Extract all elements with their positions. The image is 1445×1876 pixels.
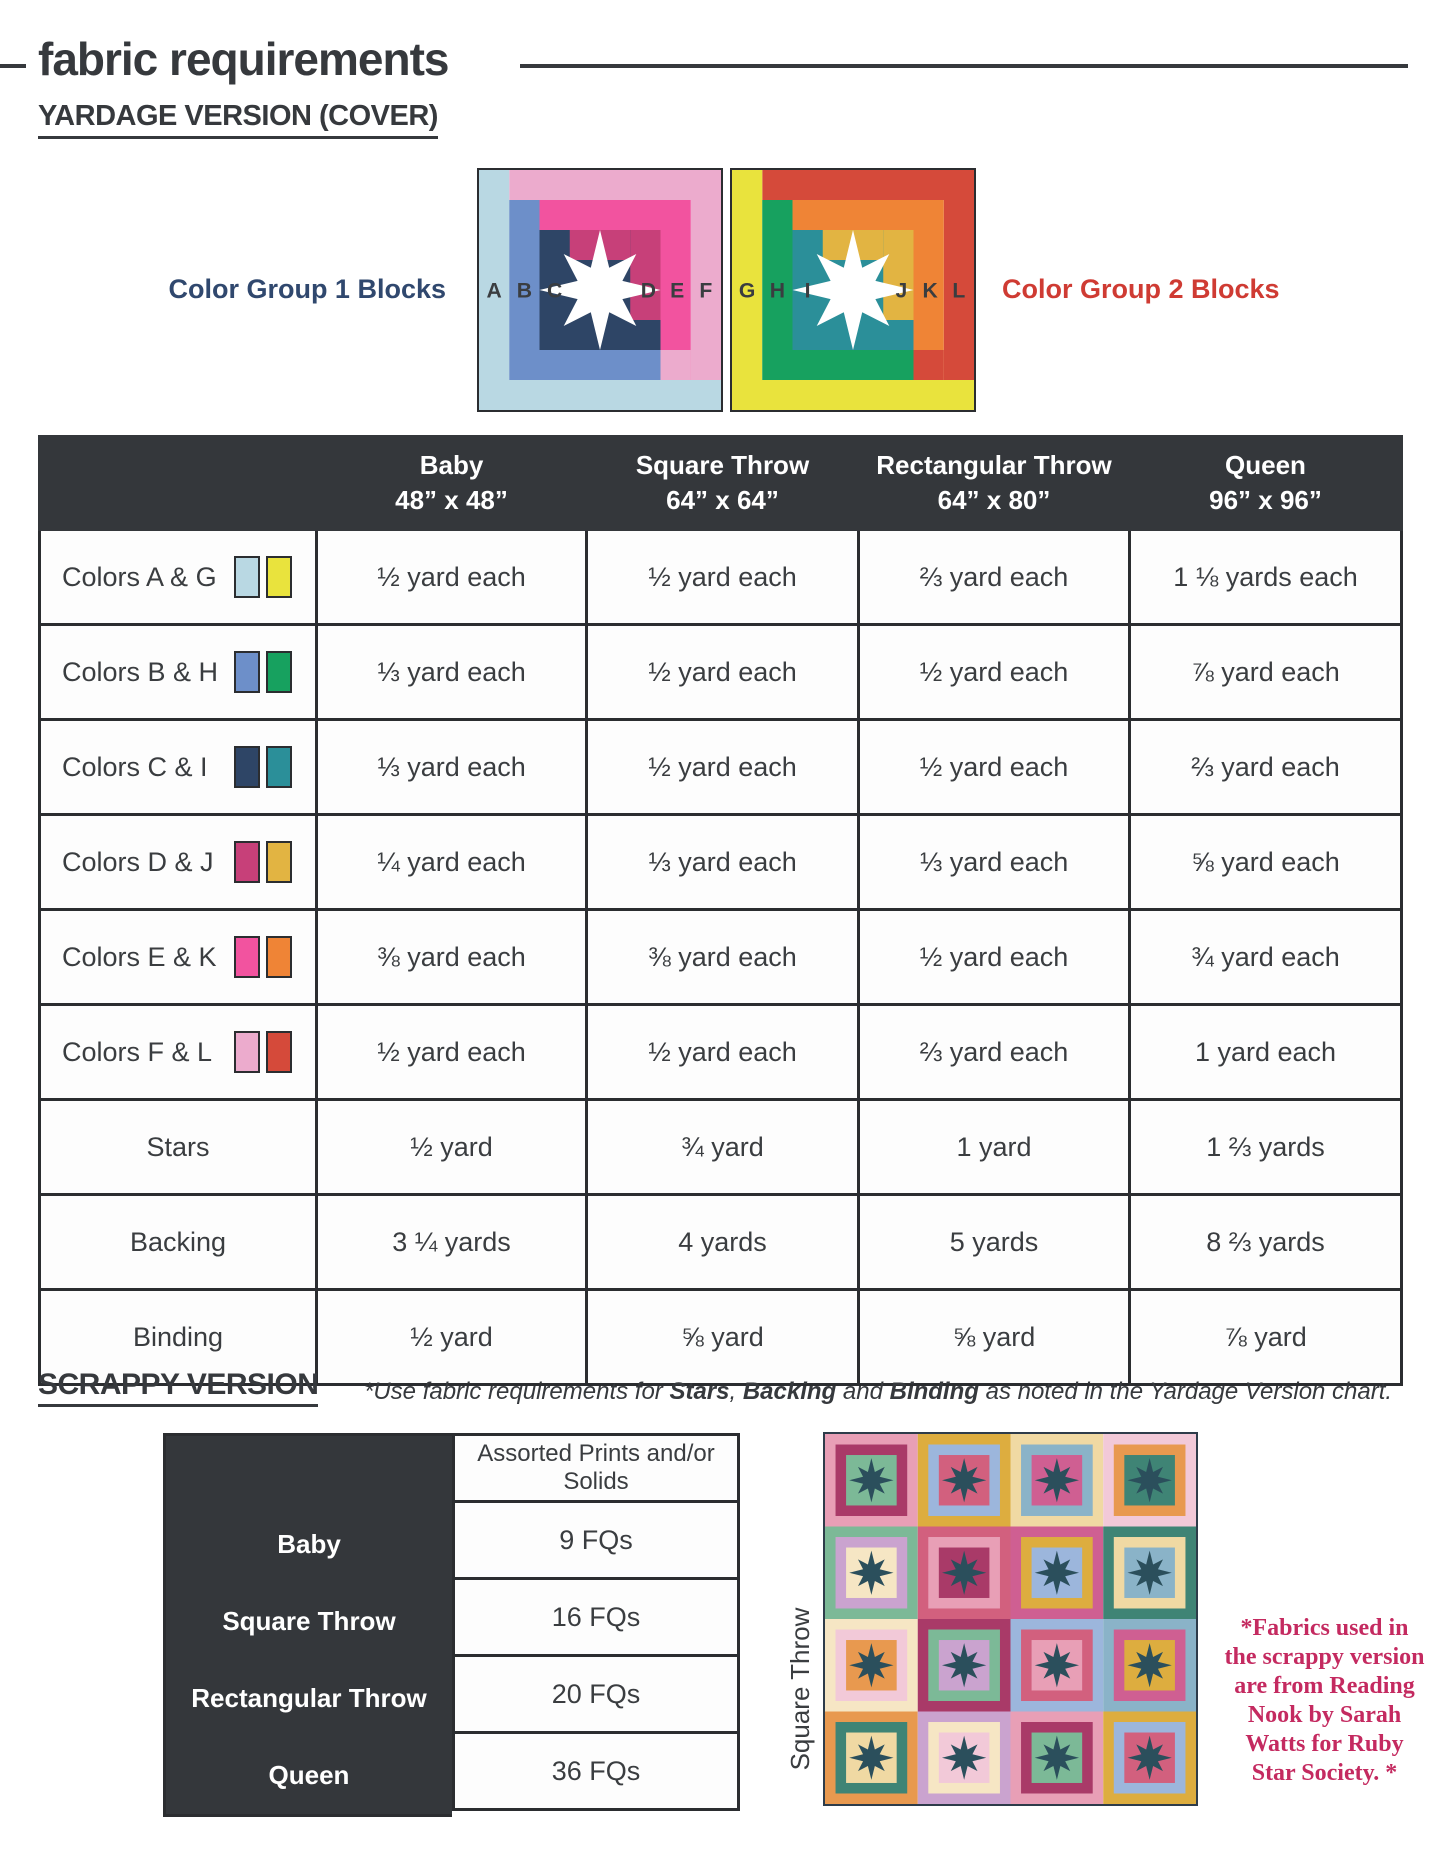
row-label: Colors C & I: [62, 751, 208, 782]
scrappy-size-label: Square Throw: [222, 1606, 396, 1636]
block-log-strip: [540, 200, 691, 230]
yardage-row: [40, 815, 1402, 910]
fabric-letter-label: H: [769, 279, 786, 303]
color-swatch: [266, 936, 292, 978]
column-size-name: Square Throw: [635, 450, 810, 480]
note-segment: Binding: [889, 1378, 979, 1405]
quilt-caption-square-throw: Square Throw: [785, 1607, 815, 1771]
scrappy-table-label-column: [163, 1433, 452, 1817]
yardage-row: [40, 720, 1402, 815]
block-log-strip: [479, 170, 509, 380]
color-swatch: [266, 556, 292, 598]
row-label-cell: [40, 720, 317, 815]
quilt-block: [918, 1619, 1011, 1712]
yardage-value-cell: ½ yard each: [587, 720, 859, 815]
quilt-block: [1011, 1619, 1104, 1712]
yardage-row: [40, 1100, 1402, 1195]
row-label: Colors E & K: [62, 941, 217, 972]
page-title: fabric requirements: [38, 33, 449, 85]
yardage-column-header: [859, 437, 1130, 530]
yardage-value-cell: ½ yard: [317, 1290, 587, 1385]
quilt-block: [1103, 1619, 1196, 1712]
row-label-cell: [40, 1100, 317, 1195]
yardage-value-cell: ½ yard each: [317, 530, 587, 625]
row-label: Colors F & L: [62, 1036, 213, 1067]
yardage-row: [40, 625, 1402, 720]
column-dimensions: 64” x 80”: [937, 485, 1051, 515]
scrappy-size-label: Queen: [268, 1760, 350, 1790]
yardage-value-cell: ⅔ yard each: [859, 1005, 1130, 1100]
row-label: Colors B & H: [62, 656, 219, 687]
column-dimensions: 64” x 64”: [666, 485, 779, 515]
yardage-value-cell: 1 yard: [859, 1100, 1130, 1195]
fabric-letter-label: J: [895, 279, 908, 303]
block-log-strip: [762, 200, 792, 350]
scrappy-fq-value: 9 FQs: [452, 1503, 740, 1580]
row-label-cell: [40, 625, 317, 720]
swatch-group: [234, 746, 314, 788]
note-segment: ,: [729, 1378, 743, 1405]
credit-line: are from Reading: [1234, 1673, 1415, 1699]
scrappy-version-note: [364, 1378, 1404, 1406]
yardage-value-cell: ½ yard each: [587, 1005, 859, 1100]
yardage-value-cell: ¼ yard each: [317, 815, 587, 910]
yardage-value-cell: ½ yard each: [587, 530, 859, 625]
yardage-value-cell: 1 yard each: [1130, 1005, 1402, 1100]
title-rule-left: [0, 64, 26, 68]
swatch-group: [234, 936, 314, 978]
color-swatch: [234, 556, 260, 598]
column-dimensions: 48” x 48”: [395, 485, 508, 515]
scrappy-fq-value: 20 FQs: [452, 1657, 740, 1734]
yardage-value-cell: ½ yard each: [587, 625, 859, 720]
yardage-value-cell: ⅓ yard each: [587, 815, 859, 910]
swatch-group: [234, 1031, 314, 1073]
quilt-block: [1103, 1527, 1196, 1620]
fabric-letter-label: I: [804, 279, 811, 303]
yardage-value-cell: ½ yard each: [859, 625, 1130, 720]
color-group-1-block-diagram: [477, 168, 723, 412]
block-log-strip: [762, 350, 913, 380]
scrappy-table-value-column: [452, 1433, 740, 1817]
fabric-credit-text: [1204, 1614, 1445, 1788]
yardage-value-cell: 1 ⅔ yards: [1130, 1100, 1402, 1195]
fabric-letter-label: F: [699, 279, 713, 303]
row-label-cell: [40, 910, 317, 1005]
block-log-strip: [762, 170, 974, 200]
row-label-cell: [40, 1005, 317, 1100]
note-segment: and: [836, 1378, 890, 1405]
block-log-strip: [509, 350, 660, 380]
yardage-column-header: [317, 437, 587, 530]
color-group-2-label: Color Group 2 Blocks: [1002, 274, 1280, 304]
note-segment: Stars: [669, 1378, 730, 1405]
yardage-version-heading: YARDAGE VERSION (COVER): [38, 100, 438, 139]
color-swatch: [266, 651, 292, 693]
scrappy-size-label: Baby: [277, 1529, 341, 1559]
block-log-strip: [914, 350, 944, 380]
yardage-row: [40, 1195, 1402, 1290]
quilt-block: [1011, 1527, 1104, 1620]
color-swatch: [234, 936, 260, 978]
fabric-letter-label: K: [922, 279, 938, 303]
quilt-block: [825, 1434, 918, 1527]
yardage-row: [40, 530, 1402, 625]
color-swatch: [234, 651, 260, 693]
yardage-value-cell: ¾ yard: [587, 1100, 859, 1195]
block-log-strip: [509, 170, 721, 200]
yardage-value-cell: 5 yards: [859, 1195, 1130, 1290]
yardage-table-body: [40, 530, 1402, 1385]
scrappy-fq-value: 36 FQs: [452, 1734, 740, 1811]
color-swatch: [266, 746, 292, 788]
yardage-value-cell: ½ yard: [317, 1100, 587, 1195]
scrappy-fq-value: 16 FQs: [452, 1580, 740, 1657]
quilt-block: [918, 1527, 1011, 1620]
credit-line: *Fabrics used in: [1240, 1615, 1409, 1641]
color-swatch: [234, 1031, 260, 1073]
yardage-value-cell: ½ yard each: [317, 1005, 587, 1100]
yardage-value-cell: ½ yard each: [859, 720, 1130, 815]
yardage-value-cell: 1 ⅛ yards each: [1130, 530, 1402, 625]
credit-line: Star Society. *: [1251, 1760, 1398, 1786]
row-label: Backing: [129, 1226, 227, 1257]
swatch-group: [234, 556, 314, 598]
yardage-value-cell: ⅓ yard each: [317, 625, 587, 720]
yardage-column-header: [1130, 437, 1402, 530]
quilt-block: [1103, 1434, 1196, 1527]
yardage-value-cell: ⅓ yard each: [317, 720, 587, 815]
yardage-table-header: [40, 437, 1402, 530]
fabric-letter-label: B: [516, 279, 533, 303]
yardage-value-cell: 8 ⅔ yards: [1130, 1195, 1402, 1290]
yardage-value-cell: ⅜ yard each: [587, 910, 859, 1005]
column-dimensions: 96” x 96”: [1209, 485, 1322, 515]
block-log-strip: [661, 350, 691, 380]
color-swatch: [234, 841, 260, 883]
column-size-name: Baby: [419, 450, 484, 480]
fabric-letter-label: G: [738, 279, 756, 303]
block-log-strip: [793, 200, 944, 230]
quilt-block: [1103, 1712, 1196, 1805]
color-swatch: [266, 1031, 292, 1073]
note-segment: Backing: [742, 1378, 837, 1405]
row-label-cell: [40, 1195, 317, 1290]
block-log-strip: [509, 200, 539, 350]
fabric-letter-label: L: [952, 279, 966, 303]
row-label: Binding: [132, 1321, 224, 1352]
quilt-block: [825, 1712, 918, 1805]
scrappy-size-label: Rectangular Throw: [191, 1683, 427, 1713]
quilt-block: [1011, 1712, 1104, 1805]
yardage-value-cell: ⅝ yard: [859, 1290, 1130, 1385]
row-label: Colors D & J: [62, 846, 214, 877]
row-label: Colors A & G: [62, 561, 217, 592]
column-size-name: Queen: [1225, 450, 1306, 480]
yardage-value-cell: ⅔ yard each: [859, 530, 1130, 625]
yardage-value-cell: ½ yard each: [859, 910, 1130, 1005]
row-label-cell: [40, 815, 317, 910]
color-swatch: [234, 746, 260, 788]
fabric-letter-label: C: [546, 279, 563, 303]
note-segment: *Use fabric requirements for: [364, 1378, 670, 1405]
yardage-column-header: [587, 437, 859, 530]
yardage-header-row: [40, 437, 1402, 530]
yardage-header-corner: [40, 437, 317, 530]
fabric-letter-label: A: [486, 279, 502, 303]
fabric-letter-label: E: [670, 279, 685, 303]
note-segment: as noted in the Yardage Version chart.: [978, 1378, 1393, 1405]
scrappy-quilt-image: [823, 1432, 1198, 1806]
yardage-value-cell: ⅝ yard each: [1130, 815, 1402, 910]
yardage-value-cell: ⅓ yard each: [859, 815, 1130, 910]
yardage-row: [40, 910, 1402, 1005]
scrappy-value-header: Assorted Prints and/or Solids: [452, 1433, 740, 1503]
column-size-name: Rectangular Throw: [876, 450, 1112, 480]
credit-line: Nook by Sarah: [1247, 1702, 1402, 1728]
credit-line: Watts for Ruby: [1245, 1731, 1404, 1757]
yardage-value-cell: 4 yards: [587, 1195, 859, 1290]
quilt-block: [825, 1619, 918, 1712]
yardage-value-cell: 3 ¼ yards: [317, 1195, 587, 1290]
block-log-strip: [732, 170, 762, 380]
row-label-cell: [40, 530, 317, 625]
quilt-block: [1011, 1434, 1104, 1527]
fabric-letter-label: D: [640, 279, 657, 303]
block-log-strip: [732, 380, 974, 410]
quilt-block: [918, 1712, 1011, 1805]
row-label: Stars: [146, 1131, 210, 1162]
scrappy-version-heading: SCRAPPY VERSION: [38, 1368, 318, 1407]
yardage-requirements-table: [38, 435, 1403, 1386]
yardage-value-cell: ⅜ yard each: [317, 910, 587, 1005]
color-group-2-block-diagram: [730, 168, 976, 412]
title-rule-right: [520, 64, 1408, 68]
scrappy-table-corner-spacer: [166, 1436, 452, 1506]
color-group-1-label: Color Group 1 Blocks: [168, 274, 446, 304]
yardage-value-cell: ¾ yard each: [1130, 910, 1402, 1005]
quilt-block: [918, 1434, 1011, 1527]
color-swatch: [266, 841, 292, 883]
yardage-value-cell: ⅔ yard each: [1130, 720, 1402, 815]
swatch-group: [234, 841, 314, 883]
swatch-group: [234, 651, 314, 693]
yardage-row: [40, 1005, 1402, 1100]
scrappy-requirements-table: [163, 1433, 740, 1817]
yardage-value-cell: ⅝ yard: [587, 1290, 859, 1385]
yardage-value-cell: ⅞ yard: [1130, 1290, 1402, 1385]
quilt-block: [825, 1527, 918, 1620]
yardage-value-cell: ⅞ yard each: [1130, 625, 1402, 720]
block-log-strip: [479, 380, 721, 410]
credit-line: the scrappy version: [1224, 1644, 1425, 1670]
